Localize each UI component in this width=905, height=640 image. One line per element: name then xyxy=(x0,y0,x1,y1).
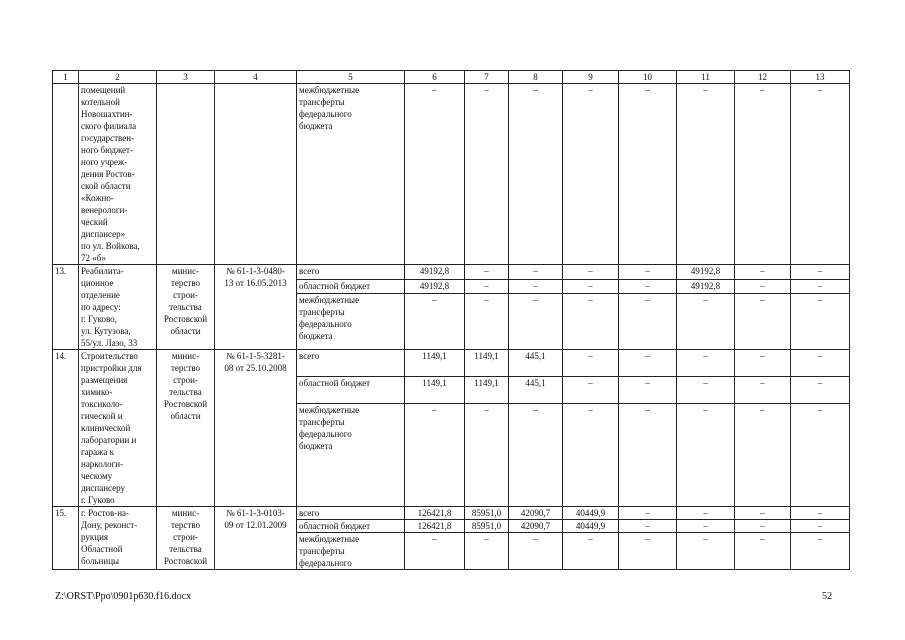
project-doc-text: № 61-1-3-0103- 09 от 12.01.2009 xyxy=(224,508,287,530)
value-cell xyxy=(735,533,791,570)
value-cell-text: – xyxy=(817,508,823,518)
funding-source xyxy=(297,279,405,294)
funding-source-text: межбюджетные трансферты федерального бюджета xyxy=(299,295,360,342)
value-cell xyxy=(619,350,677,377)
page-number: 52 xyxy=(822,591,832,602)
header-cell: 2 xyxy=(79,71,157,84)
value-cell xyxy=(619,265,677,280)
value-cell-text: 1149,1 xyxy=(422,351,447,361)
value-cell-text: – xyxy=(703,85,708,95)
funding-source xyxy=(297,507,405,520)
value-cell-text: – xyxy=(817,280,823,291)
value-cell-text: – xyxy=(817,85,823,95)
value-cell xyxy=(735,294,791,350)
value-cell xyxy=(677,507,735,520)
value-cell-text: – xyxy=(703,351,708,361)
customer-text: минис- терство строи- тельства Ростовской области xyxy=(163,351,208,421)
value-cell xyxy=(405,294,465,350)
value-cell xyxy=(735,350,791,377)
value-cell-text: – xyxy=(703,405,708,416)
customer xyxy=(157,265,215,350)
table-row xyxy=(53,265,850,280)
value-cell-text: – xyxy=(817,405,823,416)
header-cell: 8 xyxy=(509,71,563,84)
value-cell xyxy=(735,404,791,507)
value-cell xyxy=(791,350,850,377)
value-cell-text: – xyxy=(645,280,650,291)
value-cell-text: – xyxy=(588,266,593,276)
value-cell-text: 126421,8 xyxy=(417,508,452,518)
row-number-text: 14. xyxy=(55,351,67,361)
value-cell-text: – xyxy=(760,508,765,518)
value-cell xyxy=(405,507,465,520)
value-cell-text: – xyxy=(645,405,650,416)
value-cell-text: – xyxy=(703,508,708,518)
value-cell xyxy=(619,404,677,507)
value-cell-text: – xyxy=(533,295,538,306)
header-cell: 10 xyxy=(619,71,677,84)
value-cell xyxy=(509,520,563,533)
value-cell xyxy=(509,350,563,377)
value-cell-text: 49192,8 xyxy=(419,280,450,291)
value-cell xyxy=(405,377,465,404)
funding-source xyxy=(297,533,405,570)
funding-source xyxy=(297,294,405,350)
funding-source xyxy=(297,265,405,280)
value-cell xyxy=(465,350,509,377)
value-cell xyxy=(465,84,509,265)
value-cell-text: – xyxy=(817,534,823,544)
value-cell-text: – xyxy=(645,266,650,276)
value-cell-text: 85951,0 xyxy=(471,521,502,531)
value-cell xyxy=(465,294,509,350)
value-cell xyxy=(791,404,850,507)
value-cell-text: – xyxy=(588,351,593,361)
value-cell xyxy=(735,84,791,265)
value-cell-text: – xyxy=(760,351,765,361)
value-cell xyxy=(563,350,619,377)
object-name-text: Строительство пристройки для размещения химико- токсиколо- гической и клинической лаборатории и гаража к наркологи- ческому диспансеру г. Гуково xyxy=(81,351,142,505)
value-cell xyxy=(619,533,677,570)
value-cell xyxy=(791,533,850,570)
value-cell-text: – xyxy=(703,521,708,531)
value-cell-text: – xyxy=(645,508,650,518)
value-cell-text: – xyxy=(588,378,593,389)
funding-source-text: областной бюджет xyxy=(299,378,371,389)
value-cell-text: – xyxy=(760,521,765,531)
value-cell xyxy=(465,520,509,533)
value-cell-text: – xyxy=(588,534,593,544)
value-cell xyxy=(405,520,465,533)
row-number-text: 13. xyxy=(55,266,67,276)
value-cell-text: 445,1 xyxy=(525,351,546,361)
value-cell-text: – xyxy=(817,266,823,276)
value-cell-text: 49192,8 xyxy=(690,280,721,291)
customer xyxy=(157,507,215,570)
customer xyxy=(157,350,215,507)
funding-source-text: межбюджетные трансферты федерального xyxy=(299,534,360,568)
value-cell-text: – xyxy=(703,534,708,544)
row-number xyxy=(53,265,79,350)
value-cell-text: – xyxy=(645,521,650,531)
value-cell xyxy=(619,294,677,350)
value-cell-text: 42090,7 xyxy=(520,521,551,531)
value-cell-text: 49192,8 xyxy=(690,266,721,276)
header-cell: 4 xyxy=(215,71,297,84)
value-cell-text: 1149,1 xyxy=(474,378,499,389)
object-name-text: г. Ростов-на- Дону, реконст- рукция Областной больницы xyxy=(81,508,138,566)
value-cell-text: – xyxy=(760,295,765,306)
project-doc-text: № 61-1-3-0480- 13 от 16.05.2013 xyxy=(224,266,287,288)
value-cell-text: – xyxy=(760,534,765,544)
project-doc xyxy=(215,350,297,507)
value-cell-text: 1149,1 xyxy=(474,351,499,361)
row-number-text: 15. xyxy=(55,508,67,518)
value-cell-text: – xyxy=(817,521,823,531)
object-name-text: помещений котельной Новошахтин- ского филиала государствен- ного бюджет- ного учреж- дения Ростов- ской области «Кожно- венерологи- ческий диспансер» по ул. Войкова, 72 «б» xyxy=(81,85,140,263)
value-cell xyxy=(563,533,619,570)
value-cell xyxy=(509,404,563,507)
value-cell xyxy=(405,404,465,507)
value-cell-text: – xyxy=(760,280,765,291)
value-cell-text: – xyxy=(432,85,437,95)
value-cell-text: – xyxy=(588,405,593,416)
value-cell-text: – xyxy=(760,378,765,389)
value-cell-text: – xyxy=(645,85,650,95)
customer-text: минис- терство строи- тельства Ростовской области xyxy=(163,266,208,336)
value-cell xyxy=(563,507,619,520)
project-doc-text: № 61-1-5-3281- 08 от 25.10.2008 xyxy=(224,351,287,373)
funding-source-text: областной бюджет xyxy=(299,521,371,531)
funding-source-text: всего xyxy=(299,351,320,361)
value-cell-text: – xyxy=(588,280,593,291)
value-cell-text: – xyxy=(533,266,538,276)
value-cell-text: – xyxy=(703,378,708,389)
project-doc xyxy=(215,265,297,350)
value-cell xyxy=(563,294,619,350)
customer-text: минис- терство строи- тельства Ростовской xyxy=(163,508,208,566)
row-number xyxy=(53,84,79,265)
object-name xyxy=(79,350,157,507)
budget-table xyxy=(52,70,850,570)
object-name-text: Реабилита- ционное отделение по адресу: г. Гуково, ул. Кутузова, 55/ул. Лазо, 33 xyxy=(81,266,138,348)
row-number xyxy=(53,507,79,570)
value-cell-text: 126421,8 xyxy=(417,521,452,531)
value-cell-text: – xyxy=(484,266,489,276)
value-cell-text: – xyxy=(588,85,593,95)
value-cell-text: – xyxy=(645,378,650,389)
object-name xyxy=(79,84,157,265)
value-cell-text: – xyxy=(484,280,489,291)
header-cell: 5 xyxy=(297,71,405,84)
value-cell-text: – xyxy=(645,351,650,361)
object-name xyxy=(79,265,157,350)
header-cell: 13 xyxy=(791,71,850,84)
value-cell xyxy=(509,84,563,265)
table-row xyxy=(53,507,850,520)
header-row xyxy=(53,71,850,84)
value-cell xyxy=(563,265,619,280)
value-cell xyxy=(465,533,509,570)
value-cell xyxy=(563,84,619,265)
value-cell-text: 85951,0 xyxy=(471,508,502,518)
header-cell: 9 xyxy=(563,71,619,84)
value-cell xyxy=(405,265,465,280)
value-cell xyxy=(509,507,563,520)
value-cell xyxy=(619,84,677,265)
value-cell xyxy=(405,84,465,265)
value-cell-text: – xyxy=(484,85,489,95)
header-cell: 7 xyxy=(465,71,509,84)
value-cell xyxy=(791,265,850,280)
value-cell-text: – xyxy=(760,266,765,276)
value-cell xyxy=(563,404,619,507)
funding-source xyxy=(297,350,405,377)
value-cell xyxy=(465,377,509,404)
value-cell xyxy=(619,507,677,520)
value-cell xyxy=(405,533,465,570)
value-cell-text: – xyxy=(533,405,538,416)
value-cell xyxy=(791,520,850,533)
value-cell xyxy=(465,507,509,520)
value-cell xyxy=(791,507,850,520)
funding-source-text: областной бюджет xyxy=(299,280,371,291)
value-cell xyxy=(677,350,735,377)
funding-source xyxy=(297,404,405,507)
footer-file-path: Z:\ORST\Ppo\0901p630.f16.docx xyxy=(55,591,192,602)
value-cell xyxy=(677,84,735,265)
header-cell: 11 xyxy=(677,71,735,84)
value-cell xyxy=(735,377,791,404)
value-cell-text: – xyxy=(645,534,650,544)
value-cell-text: – xyxy=(703,295,708,306)
value-cell-text: – xyxy=(817,295,823,306)
value-cell xyxy=(405,279,465,294)
value-cell xyxy=(677,265,735,280)
value-cell xyxy=(677,377,735,404)
value-cell-text: – xyxy=(432,295,437,306)
value-cell-text: – xyxy=(533,280,538,291)
value-cell-text: 40449,9 xyxy=(575,521,606,531)
value-cell-text: – xyxy=(533,85,538,95)
value-cell xyxy=(791,84,850,265)
header-cell: 3 xyxy=(157,71,215,84)
value-cell-text: – xyxy=(760,405,765,416)
value-cell-text: 49192,8 xyxy=(419,266,450,276)
value-cell-text: – xyxy=(432,405,437,416)
project-doc xyxy=(215,507,297,570)
row-number xyxy=(53,350,79,507)
value-cell-text: 445,1 xyxy=(525,378,546,389)
value-cell xyxy=(735,265,791,280)
value-cell-text: 42090,7 xyxy=(520,508,551,518)
object-name xyxy=(79,507,157,570)
value-cell xyxy=(509,377,563,404)
value-cell xyxy=(677,520,735,533)
value-cell xyxy=(619,520,677,533)
value-cell-text: – xyxy=(533,534,538,544)
value-cell xyxy=(791,294,850,350)
funding-source xyxy=(297,84,405,265)
value-cell xyxy=(465,265,509,280)
value-cell xyxy=(619,279,677,294)
value-cell xyxy=(509,533,563,570)
funding-source-text: межбюджетные трансферты федерального бюджета xyxy=(299,85,360,131)
value-cell-text: – xyxy=(484,295,489,306)
value-cell-text: – xyxy=(484,405,489,416)
value-cell-text: 40449,9 xyxy=(575,508,606,518)
value-cell xyxy=(563,377,619,404)
value-cell xyxy=(509,265,563,280)
header-cell: 6 xyxy=(405,71,465,84)
header-cell: 1 xyxy=(53,71,79,84)
value-cell xyxy=(735,520,791,533)
value-cell-text: 1149,1 xyxy=(422,378,447,389)
funding-source-text: всего xyxy=(299,266,320,276)
value-cell xyxy=(509,279,563,294)
funding-source-text: межбюджетные трансферты федерального бюджета xyxy=(299,405,360,452)
value-cell xyxy=(735,507,791,520)
value-cell xyxy=(791,377,850,404)
funding-source xyxy=(297,520,405,533)
value-cell-text: – xyxy=(760,85,765,95)
value-cell xyxy=(465,404,509,507)
value-cell xyxy=(563,279,619,294)
value-cell xyxy=(465,279,509,294)
table-row xyxy=(53,350,850,377)
value-cell xyxy=(677,533,735,570)
value-cell-text: – xyxy=(817,351,823,361)
value-cell-text: – xyxy=(588,295,593,306)
value-cell xyxy=(677,404,735,507)
value-cell xyxy=(677,279,735,294)
value-cell-text: – xyxy=(484,534,489,544)
value-cell xyxy=(677,294,735,350)
value-cell-text: – xyxy=(432,534,437,544)
value-cell-text: – xyxy=(817,378,823,389)
funding-source xyxy=(297,377,405,404)
value-cell xyxy=(735,279,791,294)
value-cell xyxy=(619,377,677,404)
customer xyxy=(157,84,215,265)
value-cell xyxy=(791,279,850,294)
project-doc xyxy=(215,84,297,265)
value-cell xyxy=(509,294,563,350)
value-cell xyxy=(405,350,465,377)
value-cell-text: – xyxy=(645,295,650,306)
table-row xyxy=(53,84,850,265)
funding-source-text: всего xyxy=(299,508,320,518)
value-cell xyxy=(563,520,619,533)
header-cell: 12 xyxy=(735,71,791,84)
